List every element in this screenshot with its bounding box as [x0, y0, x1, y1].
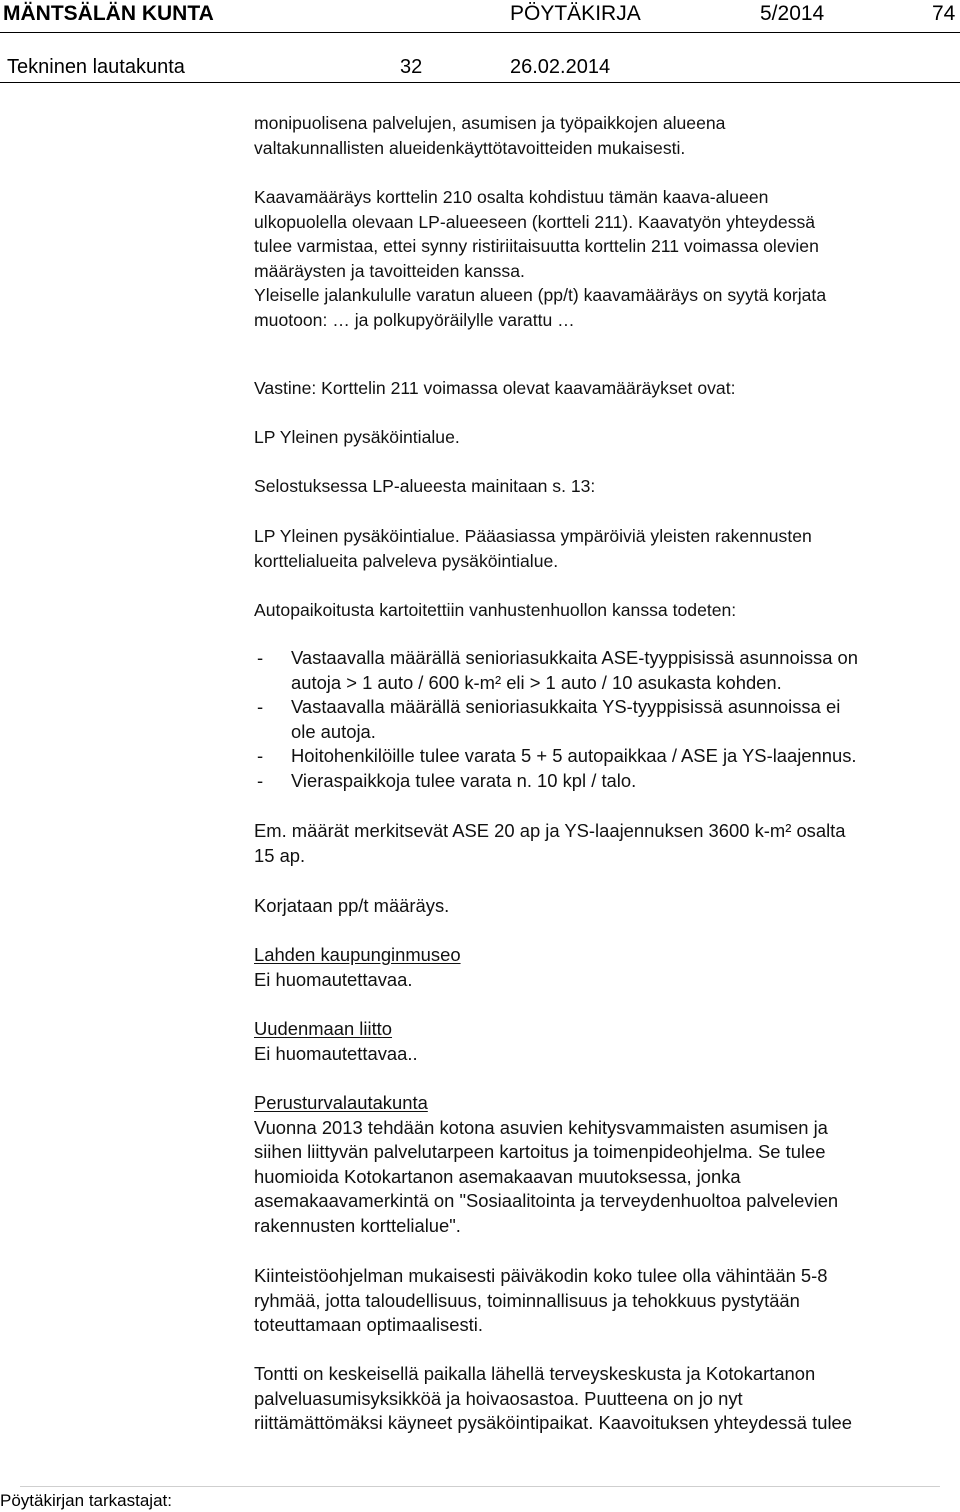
statement-heading: Lahden kaupunginmuseo	[254, 944, 461, 965]
list-item: - Hoitohenkilöille tulee varata 5 + 5 autopaikkaa / ASE ja YS-laajennus.	[257, 745, 857, 767]
footer-divider	[20, 1486, 940, 1487]
statement-paragraph: Kaavamääräys korttelin 210 osalta kohdistuu tämän kaava-alueen ulkopuolella olevaan LP-alueeseen (kortteli 211). Kaavatyön yhteydessä tulee varmistaa, ettei synny ristiriitaisuutta korttelin 211 voimassa olevien määräysten ja tavoitteiden kanssa. Yleiselle jalankululle varatun alueen (pp/t) kaavamääräys on syytä korjata muotoon: … ja polkupyöräilylle varattu …	[254, 187, 827, 330]
page-number: 74	[932, 2, 956, 25]
lp-description: LP Yleinen pysäköintialue. Pääasiassa ympäröiviä yleisten rakennusten korttelialueita palveleva pysäköintialue.	[254, 526, 812, 571]
parking-findings-list	[254, 646, 858, 794]
vastine-line: Vastine: Korttelin 211 voimassa olevat kaavamääräykset ovat:	[254, 378, 736, 398]
statement-uudenmaan-liitto: Uudenmaan liitto Ei huomautettavaa..	[254, 1018, 418, 1064]
statement-heading: Uudenmaan liitto	[254, 1018, 393, 1039]
statement-perusturvalautakunta: Perusturvalautakunta Vuonna 2013 tehdään kotona asuvien kehitysvammaisten asumisen ja siihen liittyvän palvelutarpeen kartoitus ja toimenpideohjelma. Se tulee huomioida Kotokartanon asemakaavan muutoksessa, jonka asemakaavamerkintä on "Sosiaalitointa ja terveydenhuoltoa palvelevien rakennusten korttelialue".	[254, 1092, 839, 1236]
meeting-date: 26.02.2014	[510, 56, 611, 78]
document-number: 5/2014	[760, 2, 825, 25]
board-name: Tekninen lautakunta	[7, 56, 185, 78]
document-body	[254, 0, 954, 1512]
parking-survey-intro: Autopaikoitusta kartoitettiin vanhustenhuollon kanssa todeten:	[254, 600, 737, 620]
kiinteisto-paragraph: Kiinteistöohjelman mukaisesti päiväkodin koko tulee olla vähintään 5-8 ryhmää, jotta taloudellisuus, toiminnallisuus ja tehokkuus pystytään toteuttamaan optimaalisesti.	[254, 1265, 828, 1336]
intro-paragraph: monipuolisena palvelujen, asumisen ja työpaikkojen alueena valtakunnallisten alueidenkäyttötavoitteiden mukaisesti.	[254, 113, 726, 158]
tontti-paragraph: Tontti on keskeisellä paikalla lähellä terveyskeskusta ja Kotokartanon palveluasumisyksikköä ja hoivaosastoa. Puutteena on jo nyt riittämättömäksi käyneet pysäköintipaikat. Kaavoituksen yhteydessä tulee	[254, 1363, 853, 1434]
list-item: - Vastaavalla määrällä senioriasukkaita ASE-tyyppisissä asunnoissa on autoja > 1 auto / 600 k-m² eli > 1 auto / 10 asukasta kohden.	[257, 647, 859, 693]
list-item: - Vastaavalla määrällä senioriasukkaita YS-tyyppisissä asunnoissa ei ole autoja.	[257, 696, 841, 742]
section-number: 32	[400, 56, 423, 78]
lp-definition: LP Yleinen pysäköintialue.	[254, 427, 460, 447]
document-type: PÖYTÄKIRJA	[510, 2, 641, 25]
correction-note: Korjataan pp/t määräys.	[254, 895, 450, 916]
list-item: - Vieraspaikkoja tulee varata n. 10 kpl / talo.	[257, 769, 637, 791]
selostus-line: Selostuksessa LP-alueesta mainitaan s. 13:	[254, 476, 596, 496]
organization-name: MÄNTSÄLÄN KUNTA	[3, 2, 214, 25]
statement-lahden-kaupunginmuseo: Lahden kaupunginmuseo Ei huomautettavaa.	[254, 944, 461, 990]
parking-summary: Em. määrät merkitsevät ASE 20 ap ja YS-laajennuksen 3600 k-m² osalta 15 ap.	[254, 820, 846, 866]
footer-inspectors-label: Pöytäkirjan tarkastajat:	[0, 1491, 172, 1510]
statement-heading: Perusturvalautakunta	[254, 1092, 428, 1113]
